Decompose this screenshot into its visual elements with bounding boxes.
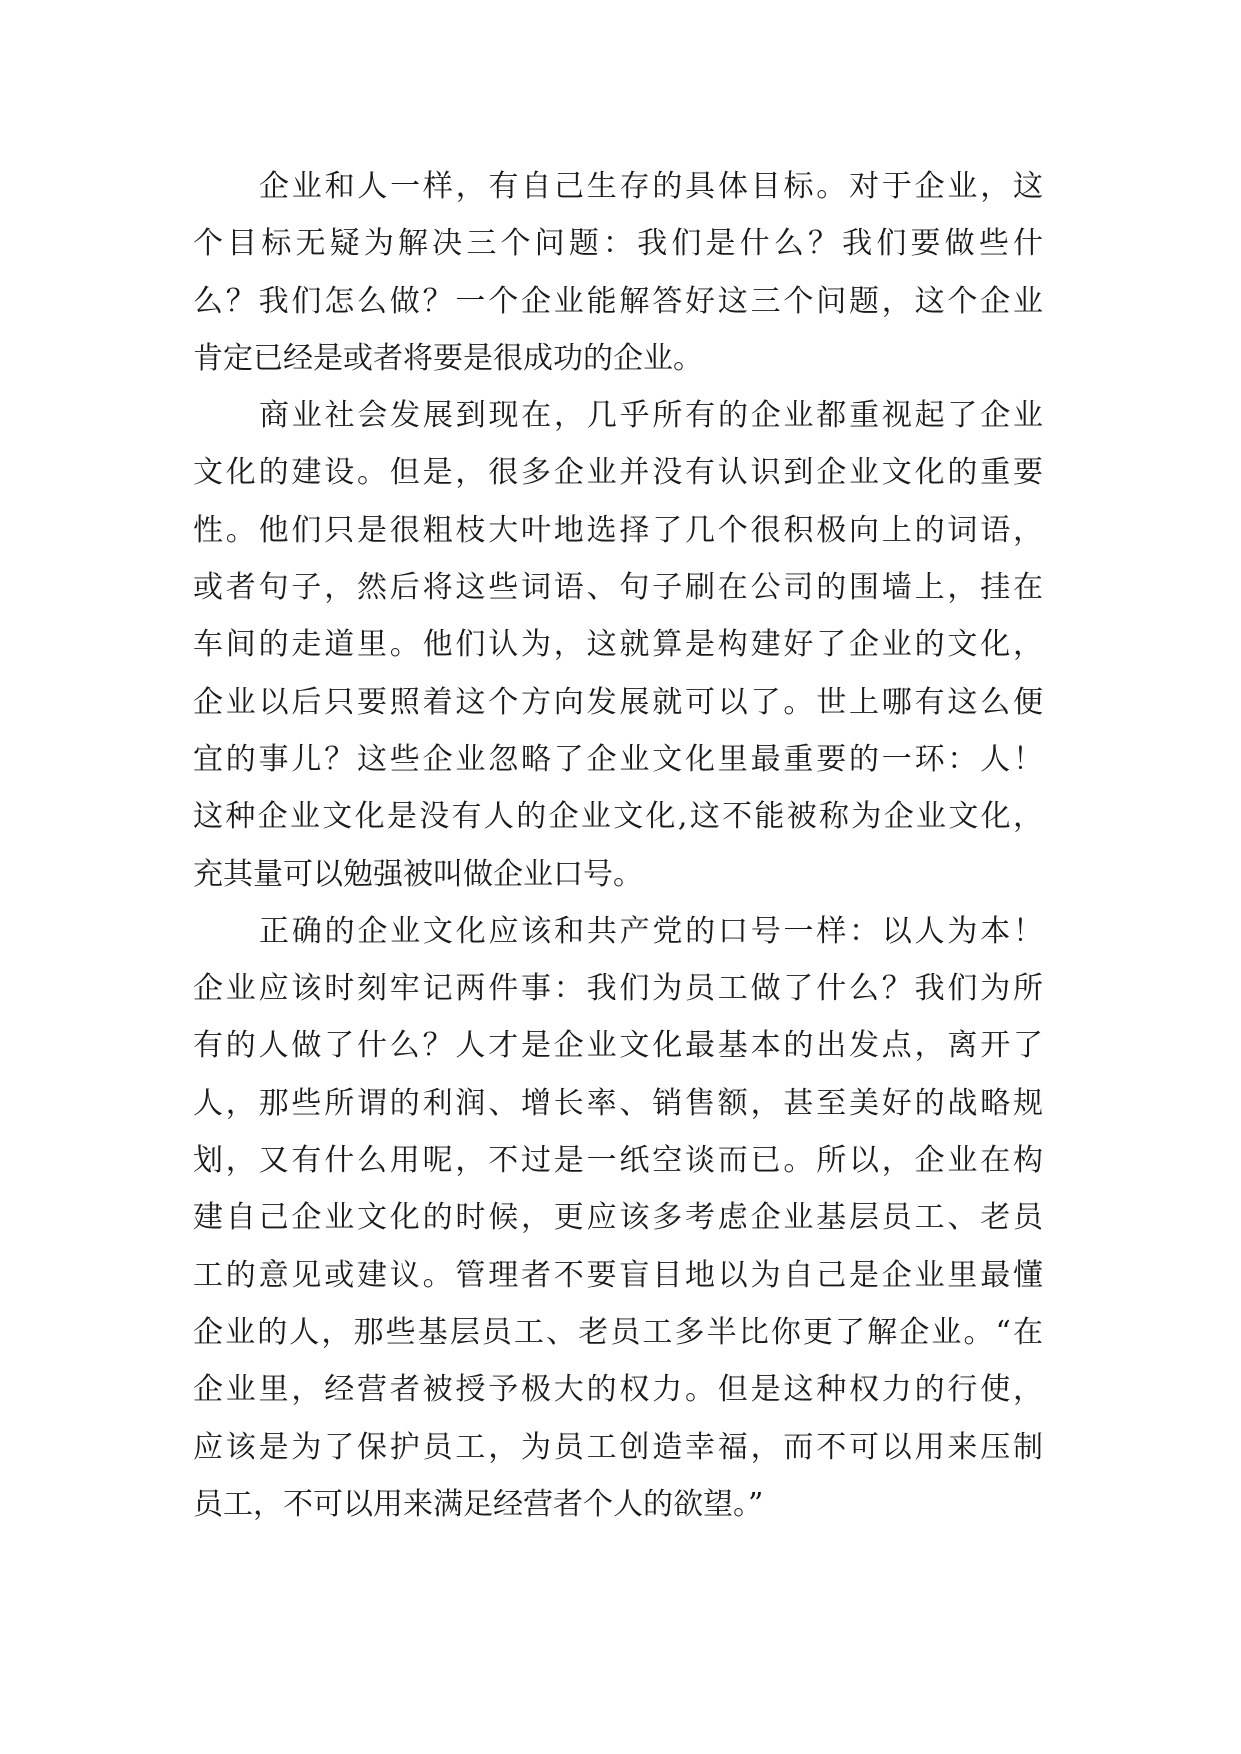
text-line: 企业应该时刻牢记两件事：我们为员工做了什么？我们为所 (193, 971, 1043, 1007)
body-text (193, 158, 1043, 1533)
text-line: 企业的人，那些基层员工、老员工多半比你更了解企业。“在 (193, 1314, 1043, 1350)
paragraph-2 (193, 387, 1043, 903)
text-line: 企业以后只要照着这个方向发展就可以了。世上哪有这么便 (193, 684, 1043, 720)
text-line: 企业和人一样，有自己生存的具体目标。对于企业，这 (259, 169, 1043, 204)
text-line: 么？我们怎么做？一个企业能解答好这三个问题，这个企业 (193, 283, 1043, 319)
text-line: 这种企业文化是没有人的企业文化,这不能被称为企业文化， (193, 799, 1043, 835)
text-line: 员工，不可以用来满足经营者个人的欲望。” (193, 1486, 764, 1522)
paragraph-3 (193, 903, 1043, 1533)
text-line: 个目标无疑为解决三个问题：我们是什么？我们要做些什 (193, 226, 1043, 262)
text-line: 正确的企业文化应该和共产党的口号一样：以人为本！ (259, 913, 1043, 949)
text-line: 划，又有什么用呢，不过是一纸空谈而已。所以，企业在构 (193, 1143, 1043, 1179)
text-line: 肯定已经是或者将要是很成功的企业。 (193, 340, 703, 376)
text-line: 建自己企业文化的时候，更应该多考虑企业基层员工、老员 (193, 1200, 1043, 1236)
text-line: 性。他们只是很粗枝大叶地选择了几个很积极向上的词语， (193, 512, 1043, 548)
text-line: 有的人做了什么？人才是企业文化最基本的出发点，离开了 (193, 1028, 1043, 1064)
text-line: 宜的事儿？这些企业忽略了企业文化里最重要的一环：人！ (193, 741, 1043, 777)
text-line: 车间的走道里。他们认为，这就算是构建好了企业的文化， (193, 627, 1043, 663)
text-line: 商业社会发展到现在，几乎所有的企业都重视起了企业 (259, 398, 1043, 434)
text-line: 充其量可以勉强被叫做企业口号。 (193, 856, 643, 892)
text-line: 工的意见或建议。管理者不要盲目地以为自己是企业里最懂 (193, 1257, 1043, 1293)
text-line: 人，那些所谓的利润、增长率、销售额，甚至美好的战略规 (193, 1085, 1043, 1121)
text-line: 应该是为了保护员工，为员工创造幸福，而不可以用来压制 (193, 1429, 1043, 1465)
paragraph-1 (193, 158, 1043, 387)
text-line: 或者句子，然后将这些词语、句子刷在公司的围墙上，挂在 (193, 570, 1043, 606)
text-line: 文化的建设。但是，很多企业并没有认识到企业文化的重要 (193, 455, 1043, 491)
text-line: 企业里，经营者被授予极大的权力。但是这种权力的行使， (193, 1372, 1043, 1408)
